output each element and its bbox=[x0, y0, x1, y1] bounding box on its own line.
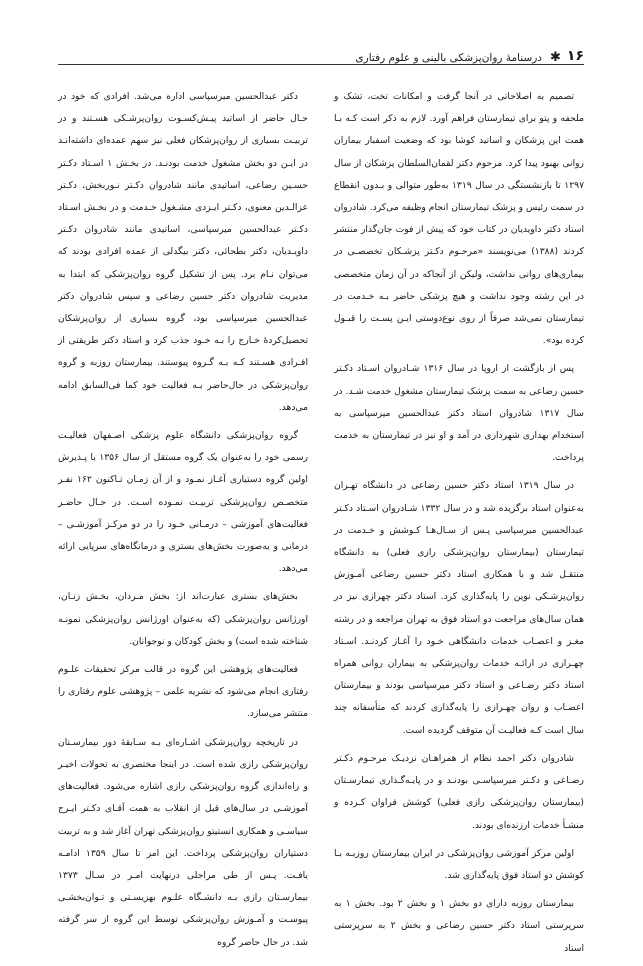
paragraph: در تاریخچه روان‌پزشکی اشـاره‌ای بـه سـابقهٔ دور بیمارسـتان روان‌پزشکی رازی شده است. در اینجا مختصری به تحولات اخیـر و راه‌اندازی گروه روان‌پزشکی رازی اشاره می‌شود. فعالیت‌های آموزشـی در سال‌های قبل از انقلاب به همت آقـای دکـتر ایـرج سیاسـی و همکاری انستیتو روان‌پزشکی تهران آغاز شد و به تربیت دستیاران روان‌پزشکی پرداخت. این امر تا سال ۱۳۵۹ ادامـه یافـت. پـس از طی مراحلی درنهایت امـر در سـال ۱۳۷۳ بیمارسـتان رازی بـه دانشـگاه علـوم بهزیسـتی و تـوان‌بخشـی پیوسـت و آمـوزش روان‌پزشکی توسط این گروه از سر گرفته شد. در حال حاضر گروه bbox=[58, 736, 309, 948]
paragraph: بیمارستان روزبه دارای دو بخش ۱ و بخش ۲ بود. بخش ۱ به سرپرستی استاد دکتر حسین رضاعی و بخش ۲ به سرپرستی استاد bbox=[334, 898, 584, 954]
paragraph: فعالیت‌های پژوهشی این گروه در قالب مرکز تحقیقات علـوم رفتاری انجام می‌شود که نشریه علمی – پژوهشی علوم رفتاری را منتشر می‌سازد. bbox=[58, 664, 308, 720]
running-title: درسنامهٔ روان‌پزشکی بالینی و علوم رفتاری bbox=[355, 52, 542, 64]
paragraph: گروه روان‌پزشکی دانشگاه علوم پزشکی اصـفهان فعالیـت رسمی خود را به‌عنوان یک گروه مستقل از سال ۱۳۵۶ با پـذیرش اولین گروه دستیاری آغـاز نمـود و از آن زمـان تـاکنون ۱۶۲ نفـر متخصـص روان‌پزشکی تربیـت نمـوده اسـت. در حـال حاضـر فعالیت‌های آموزشی – درمـانی خـود را در دو مرکـز آموزشـی – درمانی و به‌صورت بخش‌های بستری و درمانگاه‌های سرپایی ارائه می‌دهد. bbox=[58, 430, 308, 575]
column-right bbox=[334, 86, 584, 966]
page-header bbox=[58, 42, 584, 65]
paragraph: بخش‌های بستری عبارت‌اند از: بخش مـردان، بخـش زنـان، اورژانس روان‌پزشکی (که به‌عنوان اورژانس روان‌پزشکی نمونـه شناخته شده است) و بخش کودکان و نوجوانان. bbox=[58, 591, 308, 647]
paragraph: شادروان دکتر احمد نظام از همراهـان نزدیـک مرحـوم دکـتر رضـاعی و دکـتر میرسپاسـی بودنـد و در پایـه‌گـذاری تیمارسـتان (بیمارستان روان‌پزشکی رازی فعلی) کوشش فراوان کـرده و منشـأ خدمات ارزنده‌ای بودند. bbox=[334, 752, 584, 831]
paragraph: تصمیم به اصلاحاتی در آنجا گرفت و امکانات تخت، تشک و ملحفه و پتو برای تیمارستان فراهم آورد. لازم به ذکر است کـه بـا همت این پزشکان و اساتید کوشا بود که وضعیت اسفبار بیماران روانی بهبود پیدا کرد. مرحوم دکتر لقمان‌السلطان پزشکان از سال ۱۲۹۷ تا بازنشستگی در سال ۱۳۱۹ به‌طور متوالی و بـدون انقطاع در سمت رئیس و پزشک تیمارستان انجام وظیفه می‌کرد. شادروان استاد دکتر داویدیان در کتاب خود که پیش از فوت جان‌گذار منتشر کردند (۱۳۸۸) می‌نویسند «مرحـوم دکـتر پزشـکان تخصصـی در بیماری‌های روانی نداشت، ولیکن از آنجاکه در آن زمان متخصصی در این رشته وجود نداشت و هیچ پزشکی حاضر بـه خـدمت در تیمارستان نمی‌شد صرفاً از روی نوع‌دوستی ایـن پسـت را قبـول کرده بود». bbox=[334, 91, 585, 347]
paragraph: پس از بازگشت از اروپا در سال ۱۳۱۶ شـادروان اسـتاد دکـتر حسین رضاعی به سمت پزشک تیمارستان مشغول خدمت شـد. در سال ۱۳۱۷ شادروان استاد دکتر عبدالحسین میرسپاسی به استخدام بهداری شهرداری در آمد و او نیز در تیمارستان به خدمت پرداخت. bbox=[334, 363, 584, 464]
column-left bbox=[58, 86, 308, 966]
page-number: ۱۶ bbox=[566, 48, 584, 64]
star-ornament-icon: ✱ bbox=[550, 50, 561, 65]
text-columns bbox=[58, 86, 584, 966]
paragraph: دکتر عبدالحسین میرسپاسی اداره می‌شد. افرادی که خود در حـال حاضر از اساتید پیـش‌کسـوت روان‌پزشـکی هسـتند و در تربیـت بسیاری از روان‌پزشکان فعلی نیز سهم عمده‌ای داشته‌انـد در ایـن دو بخش مشغول خدمت بودنـد. در بخـش ۱ اسـتاد دکـتر حسـین رضاعی، اساتیدی مانند شادروان دکـتر نـوربخش، دکـتر عزالـدین معنوی، دکـتر ایـزدی مشـغول خـدمت و در بخـش اسـتاد دکـتر عبدالحسین میرسپاسی، اساتیدی مانند شادروان دکـتر داویـدیان، دکتر بطحائی، دکتر بیگدلی از عمده افرادی بودند که می‌توان نـام برد. پس از تشکیل گروه روان‌پزشکی که ابتدا به مدیریت شادروان دکتر حسین رضاعی و سپس شادروان دکتر عبدالحسین میرسپاسی بود، گروه بسیاری از روان‌پزشکان تحصیل‌کردهٔ خـارج را بـه خـود جذب کرد و استاد دکتر طریقتی از افـرادی هسـتند کـه بـه گـروه پیوستند. بیمارستان روزبه و گروه روان‌پزشکی در حال‌حاضر بـه فعالیت خود کما فی‌السابق ادامه می‌دهد. bbox=[58, 91, 308, 413]
paragraph: در سال ۱۳۱۹ استاد دکتر حسین رضاعی در دانشگاه تهـران به‌عنوان استاد برگزیده شد و در سال ۱۳۳۲ شـادروان اسـتاد دکـتر عبدالحسین میرسپاسی پـس از سـال‌هـا کـوشش و خـدمت در تیمارستان (بیمارستان روان‌پزشکی رازی فعلی) به دانشگاه منتقـل شد و با همکاری استاد دکتر حسین رضاعی آمـوزش روان‌پزشـکی نوین را پایه‌گذاری کرد. استاد دکتر چهرازی نیز در همان سال‌های مراجعت دو استاد فوق به تهران مراجعه و در رشته مغـز و اعصـاب خدمات دانشگاهی خـود را آغـاز کردنـد. اسـتاد چهـرازی در ارائـه خدمات روان‌پزشکی به بیماران روانی همراه استاد دکتر رضـاعی و استاد دکتر میرسپاسی بودند و بیمارستان اعصـاب و روان چهـرازی را پایه‌گذاری کردند که متأسفانه چند سال است کـه فعالیـت آن متوقف گردیده است. bbox=[334, 480, 584, 736]
paragraph: اولین مرکز آموزشی روان‌پزشکی در ایران بیمارستان روزبـه بـا کوشش دو استاد فوق پایه‌گذاری شد. bbox=[334, 847, 584, 881]
